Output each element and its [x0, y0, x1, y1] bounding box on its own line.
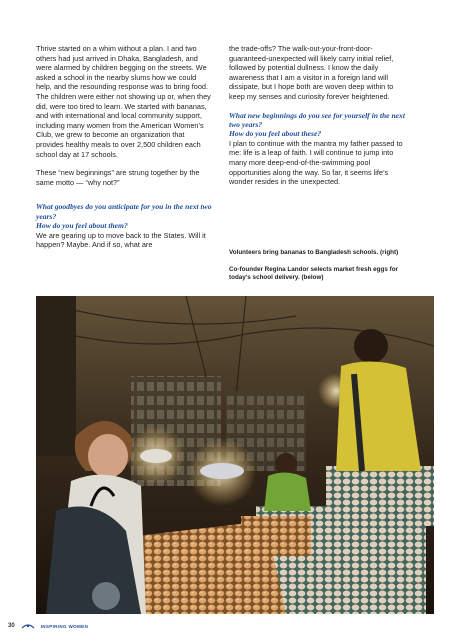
page-number: 30 — [8, 623, 15, 629]
right-paragraph-1: the trade-offs? The walk-out-your-front-door-guaranteed-unexpected will likely carry initial relief, followed by potential dullness. I know the daily awareness that I am a visitor in a foreign land will dissipate, but I hope both are woven deep within to keep my senses and curiosity forever heightened. — [229, 44, 394, 101]
right-question-1: What new beginnings do you see for yourself in the next two years? — [229, 110, 405, 129]
caption-eggs: Co-founder Regina Landor selects market fresh eggs for today’s school delivery. (below) — [229, 266, 399, 282]
right-paragraph-2: I plan to continue with the mantra my father passed to me: life is a leap of faith. I will continue to jump into many more deep-end-of-the-swimming pool opportunities along the way. So far, it seems life’s wonder resides in the unexpected. — [229, 138, 403, 187]
market-photo-illustration — [36, 296, 434, 614]
page-footer — [8, 620, 88, 632]
footer-logo-icon — [21, 622, 35, 630]
left-question-2: How do you feel about them? — [36, 221, 128, 231]
right-column — [229, 44, 407, 196]
left-paragraph-1: Thrive started on a whim without a plan. I and two others had just arrived in Dhaka, Bangladesh, and were alarmed by children begging on the streets. We asked a school in the nearby slums how we could help, and the resounding response was to bring food. The children were either not showing up or, when they did, were too tired to learn. We started with bananas, and with international and local community support, including many women from the American Women’s Club, we grew to become an organization that provides healthy meals to over 2,500 children each school day at 17 schools. — [36, 44, 211, 159]
right-question-2: How do you feel about these? — [229, 129, 322, 139]
caption-bananas: Volunteers bring bananas to Bangladesh schools. (right) — [229, 249, 399, 256]
left-question-1: What goodbyes do you anticipate for you in the next two years? — [36, 202, 212, 221]
left-paragraph-3: We are gearing up to move back to the States. Will it happen? Maybe. And if so, what are — [36, 230, 206, 250]
footer-section-label: INSPIRING WOMEN — [40, 623, 89, 629]
market-photo — [36, 296, 434, 614]
left-column — [36, 44, 214, 259]
left-paragraph-2: These “new beginnings” are strung together by the same motto — “why not?” — [36, 168, 200, 187]
